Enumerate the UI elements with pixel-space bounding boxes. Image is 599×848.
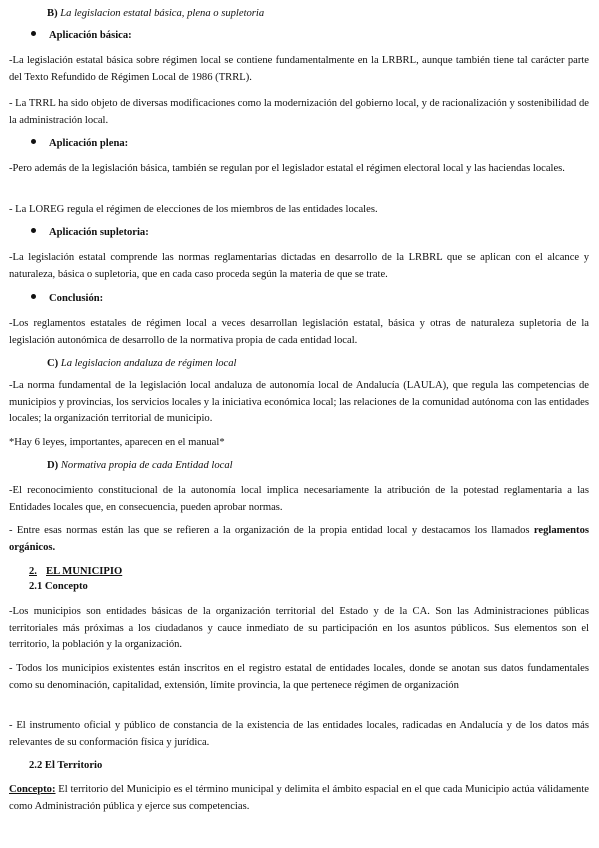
paragraph: - La LOREG regula el régimen de elecciones de los miembros de las entidades locales. <box>9 204 378 215</box>
note: *Hay 6 leyes, importantes, aparecen en el manual* <box>9 437 225 448</box>
section-number: 2. <box>29 566 37 577</box>
section-b-title: La legislacion estatal básica, plena o supletoria <box>60 8 265 19</box>
bullet-icon <box>31 139 36 144</box>
section-title: EL MUNICIPIO <box>46 566 123 577</box>
paragraph: - Todos los municipios existentes están inscritos en el registro estatal de entidades locales, donde se anotan sus datos fundamentales como su denominación, capitalidad, extensión, límite provincia, la que pertenece régimen de organización <box>9 663 589 691</box>
paragraph-text: - Entre esas normas están las que se refieren a la organización de la propia entidad local y destacamos los llamados <box>9 525 534 536</box>
paragraph-emphasis: reglamentos orgánicos. <box>9 525 589 553</box>
subsection-concepto-heading <box>9 579 599 596</box>
bullet-label: Conclusión: <box>49 293 104 304</box>
section-c-heading <box>9 356 599 373</box>
paragraph: -Los reglamentos estatales de régimen local a veces desarrollan legislación estatal, básica y otras de naturaleza supletoria de la legislación autonómica de desarrollo de la normativa propia de cada entidad local. <box>9 318 589 346</box>
paragraph-text: El territorio del Municipio es el término municipal y delimita el ámbito espacial en el que cada Municipio actúa válidamente como Administración pública y ejerce sus competencias. <box>9 784 589 812</box>
paragraph: -Los municipios son entidades básicas de la organización territorial del Estado y de la CA. Son las Administraciones públicas territoriales más próximas a los ciudadanos y cauce inmediato de su participación en los asuntos públicos. Sus elementos son el territorio, la población y la organización. <box>9 606 589 651</box>
paragraph: -La legislación estatal comprende las normas reglamentarias dictadas en desarrollo de la LRBRL que se aplican con el alcance y naturaleza, básica o supletoria, que en cada caso proceda según la materia de que se trate. <box>9 252 589 280</box>
bullet-icon <box>31 294 36 299</box>
bullet-label: Aplicación supletoria: <box>49 227 149 238</box>
paragraph: - El instrumento oficial y público de constancia de la existencia de las entidades locales, radicadas en Andalucía y de los datos más relevantes de su conformación física y jurídica. <box>9 720 589 748</box>
subsection-territorio-heading <box>9 758 599 775</box>
section-b-heading <box>9 6 599 23</box>
bullet-conclusion <box>9 291 589 308</box>
concepto-label: Concepto: <box>9 784 56 795</box>
section-b-letter: B) <box>47 8 58 19</box>
paragraph: - La TRRL ha sido objeto de diversas modificaciones como la modernización del gobierno local, y de racionalización y sostenibilidad de la administración local. <box>9 98 589 126</box>
section-d-heading <box>9 458 599 475</box>
paragraph <box>9 523 589 556</box>
section-c-letter: C) <box>47 358 59 369</box>
paragraph: -La legislación estatal básica sobre régimen local se contiene fundamentalmente en la LRBRL, aunque también tiene tal carácter parte del Texto Refundido de Régimen Local de 1986 (TRRL). <box>9 55 589 83</box>
section-d-title: Normativa propia de cada Entidad local <box>60 460 233 471</box>
subsection-title: 2.1 Concepto <box>29 581 88 592</box>
bullet-icon <box>31 31 36 36</box>
paragraph: -La norma fundamental de la legislación local andaluza de autonomía local de Andalucía (LAULA), que regula las competencias de municipios y provincias, los servicios locales y la iniciativa económica local; las relaciones de la comunidad autónoma con las entidades locales; la organización territorial de municipio. <box>9 380 589 425</box>
bullet-icon <box>31 228 36 233</box>
paragraph: -El reconocimiento constitucional de la autonomía local implica necesariamente la atribución de la potestad reglamentaria a las Entidades locales que, en consecuencia, pueden aprobar normas. <box>9 485 589 513</box>
bullet-aplicacion-basica <box>9 28 589 45</box>
bullet-label: Aplicación plena: <box>49 138 129 149</box>
paragraph <box>9 782 589 815</box>
bullet-aplicacion-plena <box>9 136 589 153</box>
section-c-title: La legislacion andaluza de régimen local <box>60 358 237 369</box>
bullet-label: Aplicación básica: <box>49 30 132 41</box>
section-d-letter: D) <box>47 460 59 471</box>
paragraph: -Pero además de la legislación básica, también se regulan por el legislador estatal el régimen electoral local y las haciendas locales. <box>9 163 565 174</box>
bullet-aplicacion-supletoria <box>9 225 589 242</box>
subsection-title: 2.2 El Territorio <box>29 760 103 771</box>
